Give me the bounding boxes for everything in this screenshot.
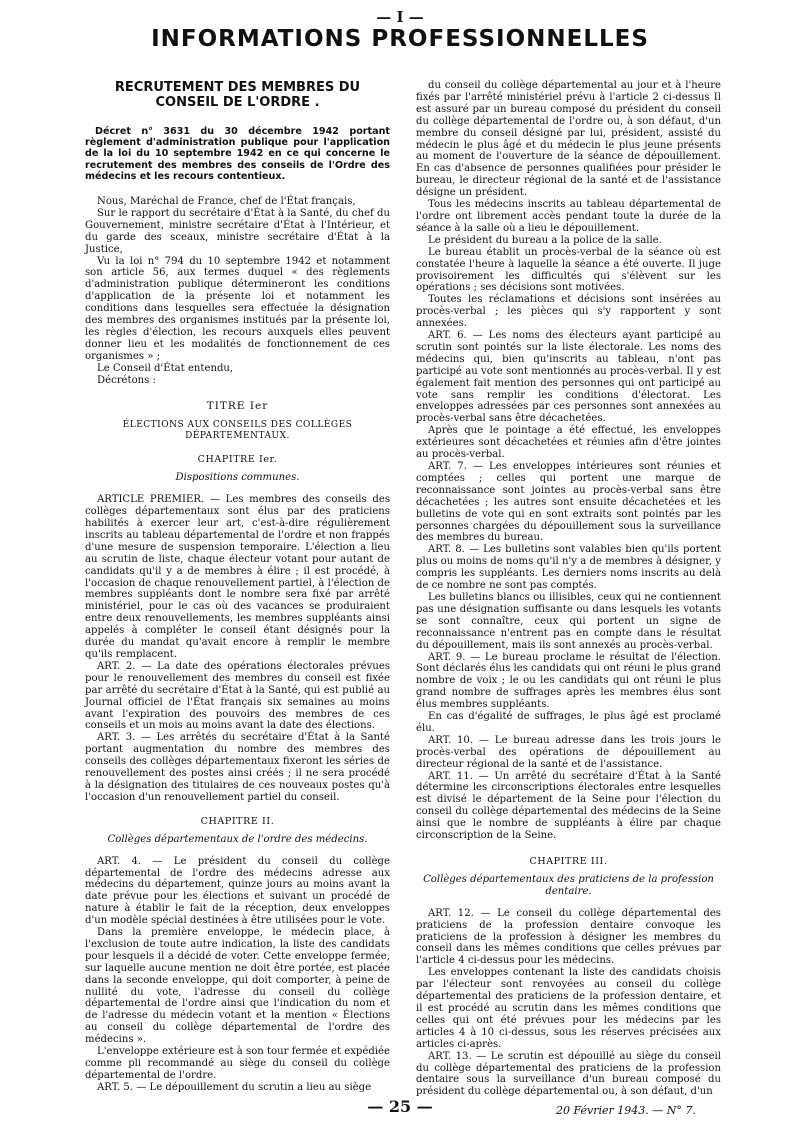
paragraph: ART. 2. — La date des opérations électorales prévues pour le renouvellement des membres du conseil est fixée par arrêté du secrétaire d'État à la Santé, qui est publié au Journal officiel de l'État français six semaines au moins avant l'expiration des pouvoirs des membres de ces conseils et un mois au moins avant la date des élections. [85,660,390,732]
chapter-2-subtitle: Collèges départementaux de l'ordre des médecins. [107,833,368,845]
left-column [85,80,390,1094]
paragraph: ARTICLE PREMIER. — Les membres des conseils des collèges départementaux sont élus par des praticiens habilités à exercer leur art, c'est-à-dire régulièrement inscrits au tableau départemental de l'ordre et non frappés d'une mesure de suspension temporaire. L'élection a lieu au scrutin de liste, chaque électeur votant pour autant de candidats qu'il y a de membres à élire ; il est procédé, à l'occasion de chaque renouvellement partiel, à l'élection de membres suppléants dont le nombre sera fixé par arrêté ministériel, pour le cas où des vacances se produiraient entre deux renouvellements, les membres suppléants ainsi appelés à compléter le conseil étant désignés pour la durée du mandat qu'avait encore à remplir le membre qu'ils remplacent. [85,494,390,661]
paragraph: ART. 7. — Les enveloppes intérieures sont réunies et comptées ; celles qui portent une marque de reconnaissance sont jointes au procès-verbal sans être décachetées ; les autres sont ensuite décachetées et les bulletins de vote qui en sont extraits sont pointés par les personnes chargées du dépouillement sous la surveillance des membres du bureau. [416,461,721,544]
paragraph: L'enveloppe extérieure est à son tour fermée et expédiée comme pli recommandé au siège du conseil du collège départemental de l'ordre. [85,1046,390,1081]
right-column [416,80,721,1098]
paragraph: Le bureau établit un procès-verbal de la séance où est constatée l'heure à laquelle la séance a été ouverte. Il juge provisoirement les difficultés qui s'élèvent sur les opérations ; ses décisions sont motivées. [416,246,721,294]
chapter-1: CHAPITRE Ier. [197,454,278,466]
paragraph: Le Conseil d'État entendu, [97,362,234,374]
paragraph: ART. 12. — Le conseil du collège départemental des praticiens de la profession dentaire convoque les praticiens de la profession à désigner les membres du conseil dans les mêmes conditions que celles prévues par l'article 4 ci-dessus pour les médecins. [416,907,721,967]
paragraph: ART. 10. — Le bureau adresse dans les trois jours le procès-verbal des opérations de dépouillement au directeur régional de la santé et de l'assistance. [416,734,721,770]
paragraph: ART. 11. — Un arrêté du secrétaire d'État à la Santé détermine les circonscriptions électorales entre lesquelles est divisé le département de la Seine pour l'élection du conseil du collège départemental des médecins de la Seine ainsi que le nombre de suppléants à élire par chaque circonscription de la Seine. [416,770,721,842]
page-roman-number: — I — [376,8,424,26]
paragraph: Après que le pointage a été effectué, les enveloppes extérieures sont décachetées et réunies afin d'être jointes au procès-verbal. [416,425,721,461]
left-intro [85,196,390,387]
paragraph: Tous les médecins inscrits au tableau départemental de l'ordre ont librement accès pendant toute la durée de la séance à la salle où a lieu le dépouillement. [416,199,721,234]
chapter-3-subtitle: Collèges départementaux des praticiens de la profession dentaire. [423,873,714,897]
left-body-2 [85,856,390,1094]
article-title: RECRUTEMENT DES MEMBRES DU CONSEIL DE L'ORDRE . [114,80,361,110]
chapter-1-subtitle: Dispositions communes. [175,472,300,484]
paragraph: ART. 5. — Le dépouillement du scrutin a lieu au siège [97,1081,372,1093]
section-title: INFORMATIONS PROFESSIONNELLES [151,26,649,52]
paragraph: Nous, Maréchal de France, chef de l'État français, [97,196,356,208]
paragraph: du conseil du collège départemental au jour et à l'heure fixés par l'arrêté ministériel prévu à l'article 2 ci-dessus Il est assuré par un bureau composé du président du conseil du collège départemental de l'ordre ou, à son défaut, d'un membre du conseil désigné par lui, président, assisté du médecin le plus âgé et du médecin le plus jeune présents au moment de l'ouverture de la séance de dépouillement. En cas d'absence de personnes qualifiées pour présider le bureau, le directeur régional de la santé et de l'assistance désigne un président. [416,80,721,199]
paragraph: Décrétons : [97,374,156,386]
paragraph: Toutes les réclamations et décisions sont insérées au procès-verbal ; les pièces qui s'y rapportent y sont annexées. [416,294,721,330]
paragraph: Le président du bureau a la police de la salle. [428,234,662,246]
paragraph: Vu la loi n° 794 du 10 septembre 1942 et notamment son article 56, aux termes duquel « des règlements d'administration publique détermineront les conditions d'application de la présente loi et notamment les conditions dans lesquelles sera effectuée la désignation des membres des organismes institués par la présente loi, les règles d'élection, les recours auxquels elles peuvent donner lieu et les modalités de fonctionnement de ces organismes » ; [85,255,390,362]
chapter-3: CHAPITRE III. [529,856,608,867]
page-number: — 25 — [367,1097,433,1116]
paragraph: ART. 8. — Les bulletins sont valables bien qu'ils portent plus ou moins de noms qu'il n'y a de membres à désigner, y compris les suppléants. Les derniers noms inscrits au delà de ce nombre ne sont pas comptés. [416,544,721,592]
paragraph: Les enveloppes contenant la liste des candidats choisis par l'électeur sont renvoyées au conseil du collège départemental des praticiens de la profession dentaire, et il est procédé au scrutin dans les mêmes conditions que celles qui ont été prévues pour les médecins par les articles 4 à 10 ci-dessus, sous les réserves précisées aux articles ci-après. [416,967,721,1050]
titre-1-subtitle: ÉLECTIONS AUX CONSEILS DES COLLÈGES DÉPARTEMENTAUX. [122,420,353,442]
paragraph: ART. 6. — Les noms des électeurs ayant participé au scrutin sont pointés sur la liste électorale. Les noms des médecins qui, bien qu'inscrits au tableau, n'ont pas participé au vote sont mentionnés au procès-verbal. Il y est également fait mention des personnes qui ont participé au vote sans remplir les conditions d'électorat. Les enveloppes adressées par ces personnes sont annexées au procès-verbal sans être décachetées. [416,330,721,425]
paragraph: Sur le rapport du secrétaire d'État à la Santé, du chef du Gouvernement, ministre secrétaire d'État à l'Intérieur, et du garde des sceaux, ministre secrétaire d'État à la Justice, [85,207,390,255]
right-body-2 [416,908,721,1099]
paragraph: ART. 4. — Le président du conseil du collège départemental de l'ordre des médecins adresse aux médecins du département, quinze jours au moins avant la date prévue pour les élections et suivant un procédé de nature à établir le fait de la réception, deux enveloppes d'un modèle spécial destinées à être utilisées pour le vote. [85,855,390,927]
chapter-2: CHAPITRE II. [200,815,275,827]
paragraph: ART. 3. — Les arrêtés du secrétaire d'État à la Santé portant augmentation du nombre des membres des conseils des collèges départementaux fixeront les séries de renouvellement des postes ainsi créés ; il ne sera procédé à la désignation des titulaires de ces nouveaux postes qu'à l'occasion d'un renouvellement partiel du conseil. [85,732,390,803]
issue-date: 20 Février 1943. — N° 7. [556,1104,696,1117]
decree-summary: Décret n° 3631 du 30 décembre 1942 portant règlement d'administration publique pour l'application de la loi du 10 septembre 1942 en ce qui concerne le recrutement des membres des conseils de l'Ordre des médecins et les recours contentieux. [85,126,390,182]
paragraph: Dans la première enveloppe, le médecin place, à l'exclusion de toute autre indication, la liste des candidats pour lesquels il a décidé de voter. Cette enveloppe fermée, sur laquelle aucune mention ne doit être portée, est placée dans la seconde enveloppe, qui doit comporter, à peine de nullité du vote, l'adresse du conseil du collège départemental de l'ordre ainsi que l'indication du nom et de l'adresse du médecin votant et la mention « Élections au conseil du collège départemental de l'ordre des médecins ». [85,927,390,1046]
paragraph: En cas d'égalité de suffrages, le plus âgé est proclamé élu. [416,711,721,734]
paragraph: ART. 13. — Le scrutin est dépouillé au siège du conseil du collège départemental des praticiens de la profession dentaire sous la surveillance d'un bureau composé du président du collège départemental ou, à son défaut, d'un [416,1050,721,1098]
titre-1: TITRE Ier [206,399,269,412]
paragraph: Les bulletins blancs ou illisibles, ceux qui ne contiennent pas une désignation suffisante ou dans lesquels les votants se sont connaître, ceux qui portent un signe de reconnaissance n'entrent pas en compte dans le résultat du dépouillement, mais ils sont annexés au procès-verbal. [416,591,721,651]
right-body-1 [416,80,721,842]
left-body-1 [85,494,390,804]
paragraph: ART. 9. — Le bureau proclame le résultat de l'élection. Sont déclarés élus les candidats qui ont réuni le plus grand nombre de voix ; le ou les candidats qui ont réuni le plus grand nombre de suffrages après les membres élus sont élus membres suppléants. [416,651,721,711]
